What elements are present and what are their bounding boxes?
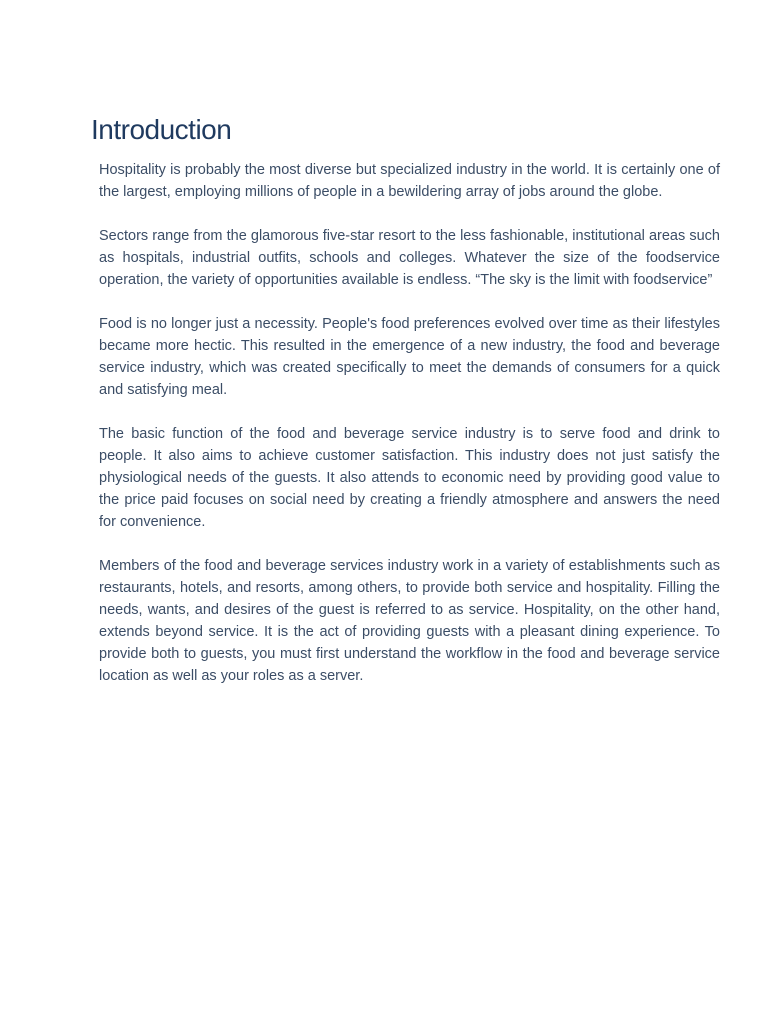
paragraph: Hospitality is probably the most diverse but specialized industry in the world. It is certainly one of the largest, employing millions of people in a bewildering array of jobs around the globe.: [99, 162, 720, 200]
paragraph: Food is no longer just a necessity. People's food preferences evolved over time as their lifestyles became more hectic. This resulted in the emergence of a new industry, the food and beverage service industry, which was created specifically to meet the demands of consumers for a quick and satisfying meal.: [99, 316, 720, 398]
paragraph: Members of the food and beverage services industry work in a variety of establishments such as restaurants, hotels, and resorts, among others, to provide both service and hospitality. Filling the needs, wants, and desires of the guest is referred to as service. Hospitality, on the other hand, extends beyond service. It is the act of providing guests with a pleasant dining experience. To provide both to guests, you must first understand the workflow in the food and beverage service location as well as your roles as a server.: [99, 558, 720, 684]
document-body: [99, 159, 720, 709]
page-title: Introduction: [91, 114, 232, 145]
paragraph: Sectors range from the glamorous five-star resort to the less fashionable, institutional areas such as hospitals, industrial outfits, schools and colleges. Whatever the size of the foodservice operation, the variety of opportunities available is endless. “The sky is the limit with foodservice”: [99, 228, 720, 288]
paragraph: The basic function of the food and beverage service industry is to serve food and drink to people. It also aims to achieve customer satisfaction. This industry does not just satisfy the physiological needs of the guests. It also attends to economic need by providing good value to the price paid focuses on social need by creating a friendly atmosphere and answers the need for convenience.: [99, 426, 720, 530]
